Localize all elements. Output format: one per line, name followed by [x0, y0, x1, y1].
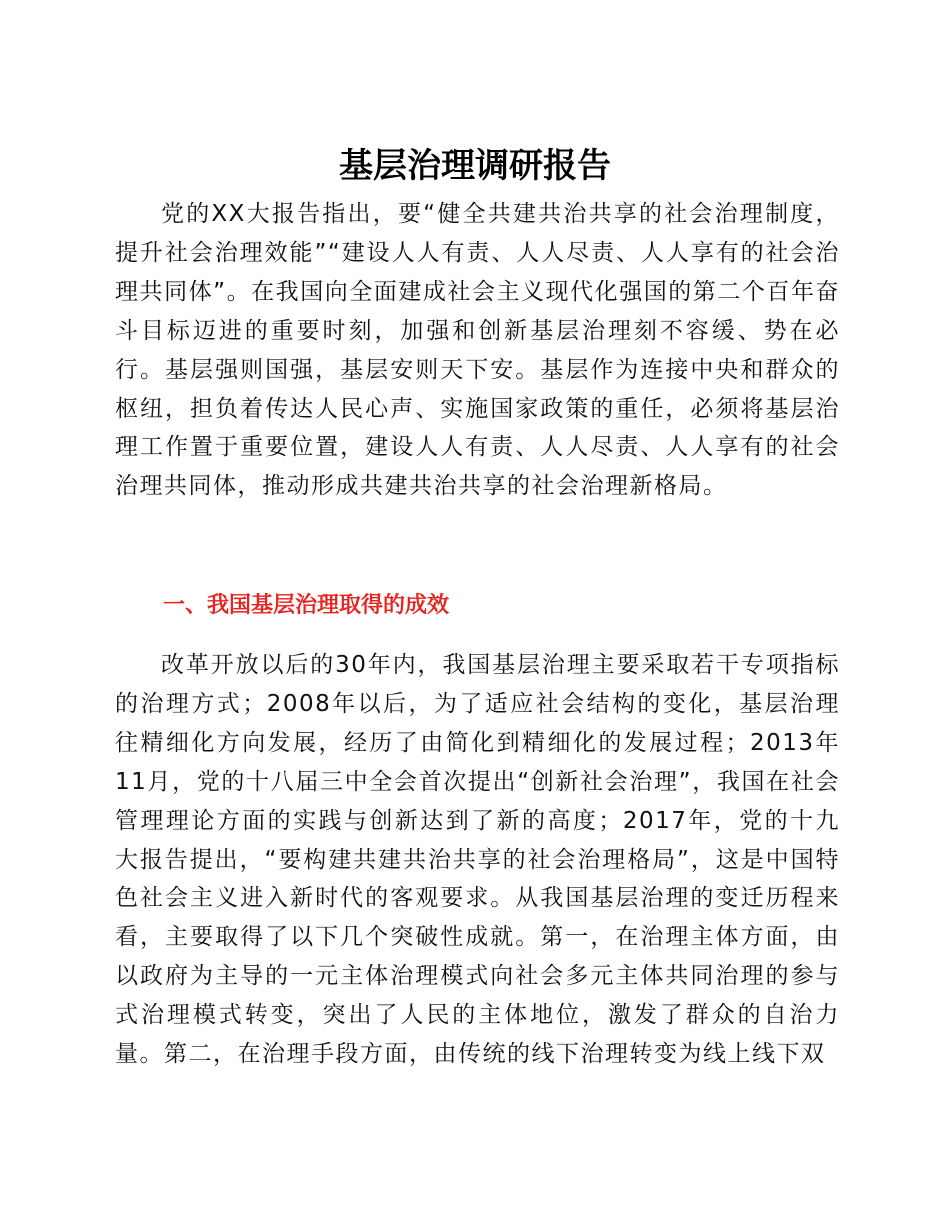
intro-paragraph: 党的XX大报告指出，要“健全共建共治共享的社会治理制度，提升社会治理效能”“建设人人有责、人人尽责、人人享有的社会治理共同体”。在我国向全面建成社会主义现代化强国的第二个百年奋斗目标迈进的重要时刻，加强和创新基层治理刻不容缓、势在必行。基层强则国强，基层安则天下安。基层作为连接中央和群众的枢纽，担负着传达人民心声、实施国家政策的重任，必须将基层治理工作置于重要位置，建设人人有责、人人尽责、人人享有的社会治理共同体，推动形成共建共治共享的社会治理新格局。 — [115, 201, 840, 500]
section-paragraph: 改革开放以后的30年内，我国基层治理主要采取若干专项指标的治理方式；2008年以后，为了适应社会结构的变化，基层治理往精细化方向发展，经历了由简化到精细化的发展过程；2013年11月，党的十八届三中全会首次提出“创新社会治理”，我国在社会管理理论方面的实践与创新达到了新的高度；2017年，党的十九大报告提出，“要构建共建共治共享的社会治理格局”，这是中国特色社会主义进入新时代的客观要求。从我国基层治理的变迁历程来看，主要取得了以下几个突破性成就。第一，在治理主体方面，由以政府为主导的一元主体治理模式向社会多元主体共同治理的参与式治理模式转变，突出了人民的主体地位，激发了群众的自治力量。第二，在治理手段方面，由传统的线下治理转变为线上线下双 — [115, 652, 840, 1068]
section-heading: 一、我国基层治理取得的成效 — [163, 593, 450, 618]
document-title: 基层治理调研报告 — [339, 146, 611, 186]
